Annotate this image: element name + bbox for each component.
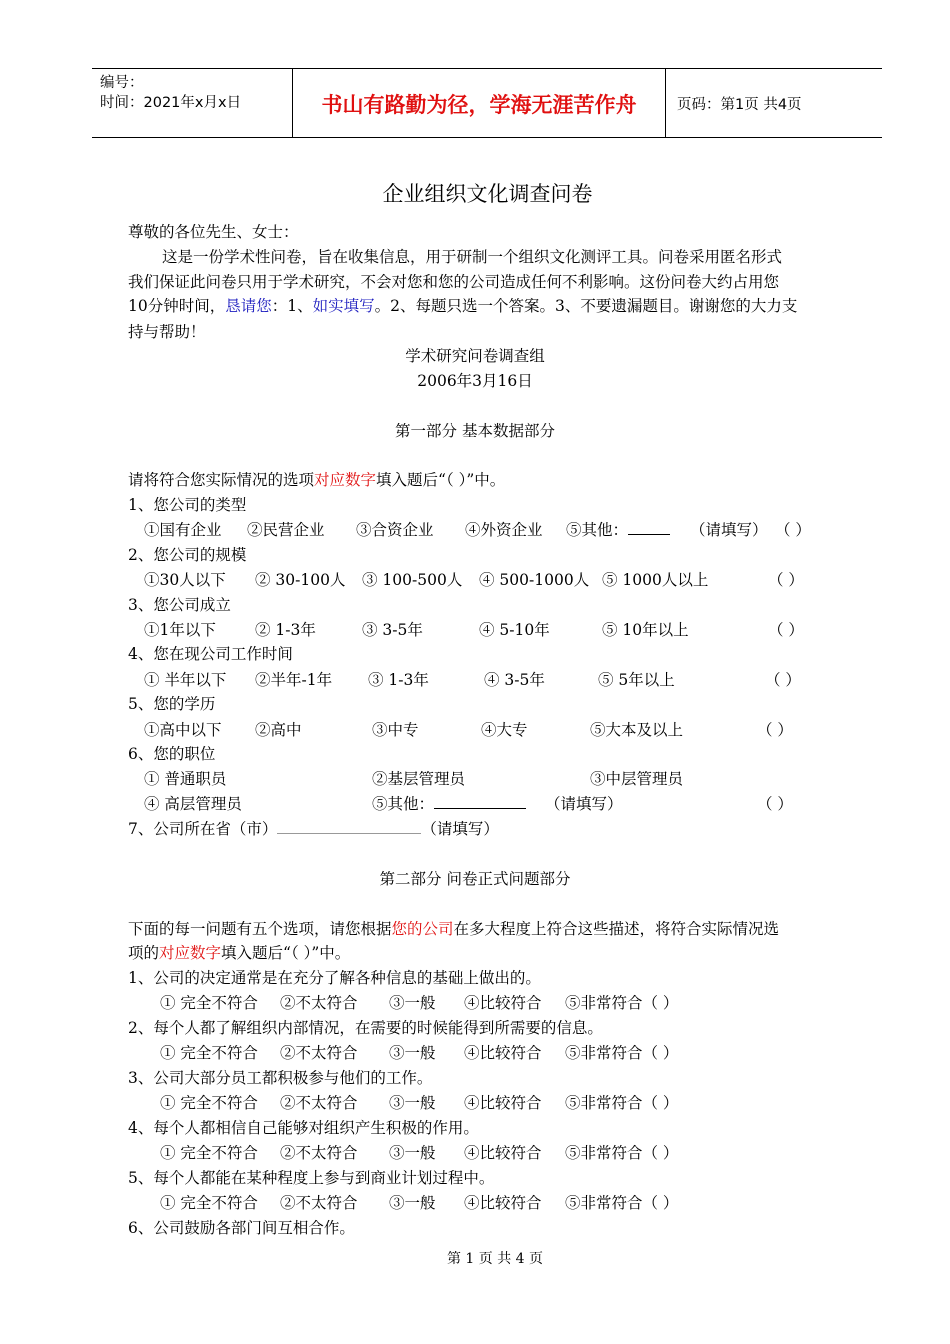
survey-question: 6、公司鼓励各部门间互相合作。 [128,1219,355,1237]
option[interactable]: ① 普通职员 [144,770,227,788]
intro-highlight: 恳请您 [225,297,272,315]
option[interactable]: ④ 500-1000人 [479,571,590,589]
answer-box[interactable]: （ ） [768,621,804,639]
question-2: 2、您公司的规模 [128,546,247,564]
option[interactable]: ④比较符合 [464,1144,542,1162]
part2-instruction-2 [128,941,350,963]
option[interactable]: ①高中以下 [144,721,222,739]
page-header [92,68,882,138]
option[interactable]: ①1年以下 [144,621,216,639]
part2-heading: 第二部分 问卷正式问题部分 [379,870,571,888]
option[interactable]: ④比较符合 [464,994,542,1012]
question-4: 4、您在现公司工作时间 [128,645,293,663]
option[interactable]: ③一般 [389,994,436,1012]
option[interactable]: ④比较符合 [464,1044,542,1062]
option[interactable]: ⑤非常符合（ ） [565,1194,679,1212]
survey-question: 5、每个人都能在某种程度上参与到商业计划过程中。 [128,1169,495,1187]
header-meta [100,73,292,113]
option[interactable]: ⑤ 1000人以上 [602,571,709,589]
option[interactable]: ① 完全不符合 [160,1044,258,1062]
option[interactable]: ②基层管理员 [372,770,466,788]
option[interactable]: ⑤ 10年以上 [602,621,689,639]
option[interactable]: ③一般 [389,1194,436,1212]
option[interactable]: ①国有企业 [144,521,222,539]
option[interactable]: ③ 1-3年 [368,671,429,689]
instruction-highlight: 对应数字 [159,944,222,962]
intro-text: ：1、 [271,297,313,315]
option[interactable]: ②不太符合 [280,1194,358,1212]
question-5: 5、您的学历 [128,695,216,713]
option[interactable]: ② 1-3年 [255,621,316,639]
intro-line-3 [128,294,797,316]
option[interactable]: ⑤非常符合（ ） [565,1044,679,1062]
page-footer: 第 1 页 共 4 页 [446,1251,544,1267]
question-text: 7、公司所在省（市） [128,820,278,838]
option[interactable]: ③合资企业 [356,521,434,539]
survey-question: 3、公司大部分员工都积极参与他们的工作。 [128,1069,433,1087]
option[interactable]: ④外资企业 [465,521,543,539]
intro-text: 。2、每题只选一个答案。3、不要遗漏题目。谢谢您的大力支 [374,297,798,315]
option[interactable]: ②不太符合 [280,1044,358,1062]
answer-box[interactable]: （ ） [765,671,801,689]
option[interactable]: ② 30-100人 [255,571,346,589]
option[interactable]: ②半年-1年 [255,671,333,689]
option[interactable]: ⑤大本及以上 [590,721,684,739]
option-row [160,1141,678,1163]
option[interactable]: ②高中 [255,721,302,739]
part2-instruction-1 [128,917,779,939]
option-row [160,1041,678,1063]
question-7 [128,817,499,839]
question-1: 1、您公司的类型 [128,496,247,514]
greeting: 尊敬的各位先生、女士： [128,223,299,241]
option[interactable]: ③一般 [389,1094,436,1112]
option[interactable]: ④ 3-5年 [484,671,545,689]
option-row [160,1191,678,1213]
option[interactable]: ⑤非常符合（ ） [565,1094,679,1112]
option[interactable]: ① 完全不符合 [160,1094,258,1112]
option-label: ⑤其他： [566,521,629,539]
intro-highlight: 如实填写 [312,297,375,315]
option[interactable]: ③中专 [372,721,419,739]
option[interactable]: ②不太符合 [280,1144,358,1162]
option[interactable]: ④比较符合 [464,1194,542,1212]
fill-hint: （请填写） [421,820,499,838]
time-label: 时间：2021年x月x日 [100,95,242,111]
survey-question: 1、公司的决定通常是在充分了解各种信息的基础上做出的。 [128,969,541,987]
option[interactable]: ⑤非常符合（ ） [565,994,679,1012]
option[interactable]: ③ 100-500人 [362,571,463,589]
fill-blank[interactable] [628,520,670,535]
option[interactable]: ⑤ 5年以上 [598,671,675,689]
option[interactable]: ⑤非常符合（ ） [565,1144,679,1162]
question-3: 3、您公司成立 [128,596,231,614]
header-page-label: 页码：第1页 共4页 [677,97,802,113]
date: 2006年3月16日 [417,372,533,390]
option[interactable]: ③一般 [389,1144,436,1162]
fill-blank[interactable] [434,794,526,809]
survey-question: 4、每个人都相信自己能够对组织产生积极的作用。 [128,1119,479,1137]
answer-box[interactable]: （ ） [757,721,793,739]
option[interactable]: ③一般 [389,1044,436,1062]
instruction-highlight: 对应数字 [314,471,377,489]
option[interactable] [566,518,670,540]
option[interactable]: ④比较符合 [464,1094,542,1112]
instruction-highlight: 您的公司 [391,920,454,938]
number-label: 编号： [100,75,144,91]
signature: 学术研究问卷调查组 [405,347,545,365]
header-divider [292,69,293,137]
instruction-text: 填入题后“（ ）”中。 [376,471,506,489]
part1-heading: 第一部分 基本数据部分 [395,422,555,440]
option[interactable]: ① 半年以下 [144,671,227,689]
option[interactable]: ②不太符合 [280,994,358,1012]
question-6: 6、您的职位 [128,745,216,763]
option[interactable]: ① 完全不符合 [160,1144,258,1162]
option[interactable]: ① 完全不符合 [160,994,258,1012]
intro-line-2: 我们保证此问卷只用于学术研究，不会对您和您的公司造成任何不利影响。这份问卷大约占用您 [128,273,780,291]
option-row [160,991,678,1013]
instruction-text: 请将符合您实际情况的选项 [128,471,315,489]
document-title: 企业组织文化调查问卷 [382,182,593,206]
answer-box[interactable]: （ ） [757,795,793,813]
option[interactable]: ④ 高层管理员 [144,795,242,813]
option[interactable]: ④ 5-10年 [479,621,550,639]
option-label: ⑤其他： [372,795,435,813]
instruction-text: 在多大程度上符合这些描述，将符合实际情况选 [453,920,780,938]
header-motto: 书山有路勤为径，学海无涯苦作舟 [321,93,637,117]
instruction-text: 下面的每一问题有五个选项，请您根据 [128,920,392,938]
option[interactable]: ④大专 [481,721,528,739]
option[interactable]: ②民营企业 [247,521,325,539]
instruction-text: 项的 [128,944,160,962]
option[interactable]: ②不太符合 [280,1094,358,1112]
option[interactable]: ③ 3-5年 [362,621,423,639]
intro-line-4: 持与帮助！ [128,323,206,341]
answer-box[interactable]: （ ） [775,521,811,539]
part1-instruction [128,468,505,490]
intro-line-1: 这是一份学术性问卷，旨在收集信息，用于研制一个组织文化测评工具。问卷采用匿名形式 [162,248,783,266]
header-divider [665,69,666,137]
option[interactable]: ③中层管理员 [590,770,684,788]
intro-text: 10分钟时间， [128,297,226,315]
answer-box[interactable]: （ ） [768,571,804,589]
survey-question: 2、每个人都了解组织内部情况，在需要的时候能得到所需要的信息。 [128,1019,603,1037]
fill-hint: （请填写） [690,521,768,539]
fill-hint: （请填写） [545,795,623,813]
option[interactable]: ① 完全不符合 [160,1194,258,1212]
option[interactable] [372,792,526,814]
option-row [160,1091,678,1113]
option[interactable]: ①30人以下 [144,571,226,589]
province-input[interactable] [277,819,421,834]
instruction-text: 填入题后“（ ）”中。 [221,944,351,962]
